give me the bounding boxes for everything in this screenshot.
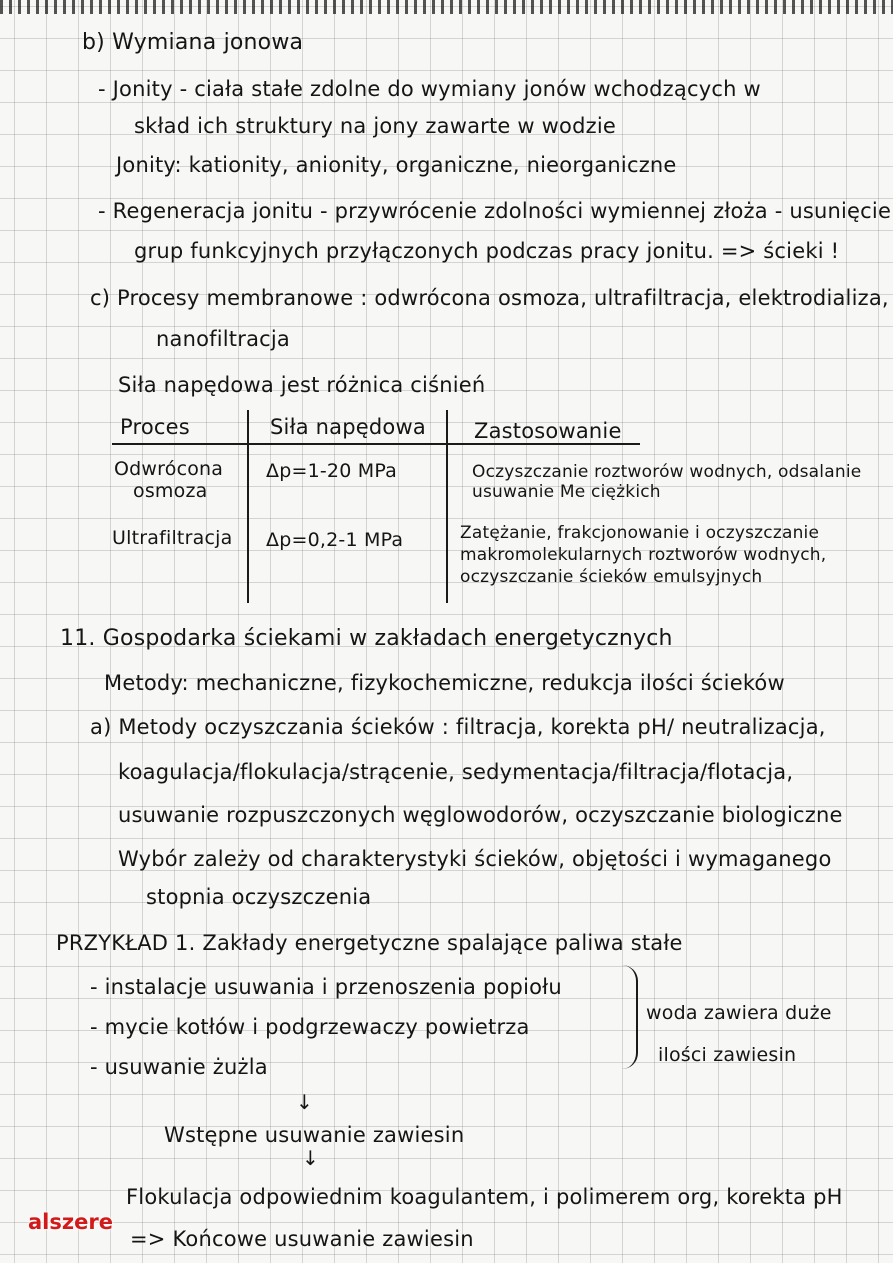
table-cell: usuwanie Me ciężkich [472,482,661,502]
table-cell: Zatężanie, frakcjonowanie i oczyszczanie [460,523,820,543]
table-cell: Ultrafiltracja [112,527,233,549]
text-line: Metody: mechaniczne, fizykochemiczne, redukcja ilości ścieków [104,671,785,695]
heading-membrane-processes: c) Procesy membranowe : odwrócona osmoza, ultrafiltracja, elektrodializa, [90,286,889,310]
heading-wastewater-management: 11. Gospodarka ściekami w zakładach energetycznych [60,626,673,651]
down-arrow-icon: ↓ [302,1146,319,1170]
table-cell: Δp=0,2-1 MPa [266,529,404,551]
down-arrow-icon: ↓ [296,1090,313,1114]
table-cell: oczyszczanie ścieków emulsyjnych [460,567,763,587]
table-header-process: Proces [120,415,190,439]
text-line: Jonity: kationity, anionity, organiczne, nieorganiczne [116,153,677,177]
table-header-force: Siła napędowa [270,415,426,439]
text-line: grup funkcyjnych przyłączonych podczas pracy jonitu. => ścieki ! [134,239,840,263]
text-line: nanofiltracja [156,327,290,351]
watermark: alszere [28,1210,113,1234]
text-line: stopnia oczyszczenia [146,885,372,909]
text-line: Siła napędowa jest różnica ciśnień [118,373,486,397]
text-line: - Jonity - ciała stałe zdolne do wymiany jonów wchodzących w [98,77,761,101]
list-item: - usuwanie żużla [90,1055,268,1079]
text-line: Flokulacja odpowiednim koagulantem, i polimerem org, korekta pH [126,1185,843,1209]
table-column-divider [446,410,448,603]
brace-note: ilości zawiesin [658,1044,797,1066]
brace-note: woda zawiera duże [646,1002,832,1024]
heading-ion-exchange: b) Wymiana jonowa [82,30,304,55]
table-header-rule [112,443,640,445]
table-column-divider [247,410,249,603]
table-cell: Odwrócona [114,458,224,480]
text-line: Wstępne usuwanie zawiesin [164,1123,465,1147]
text-line: a) Metody oczyszczania ścieków : filtracja, korekta pH/ neutralizacja, [90,715,826,739]
table-header-use: Zastosowanie [474,419,622,443]
text-line: - Regeneracja jonitu - przywrócenie zdolności wymiennej złoża - usunięcie [98,199,892,223]
table-cell: Δp=1-20 MPa [266,460,397,482]
text-line: => Końcowe usuwanie zawiesin [130,1227,474,1251]
text-line: usuwanie rozpuszczonych węglowodorów, oczyszczanie biologiczne [118,803,843,827]
text-line: skład ich struktury na jony zawarte w wodzie [134,114,616,138]
table-cell: osmoza [133,480,208,502]
table-cell: makromolekularnych roztworów wodnych, [460,545,827,565]
list-item: - instalacje usuwania i przenoszenia popiołu [90,975,562,999]
text-line: Wybór zależy od charakterystyki ścieków, objętości i wymaganego [118,847,832,871]
text-line: koagulacja/flokulacja/strącenie, sedymentacja/filtracja/flotacja, [118,760,794,784]
curly-brace [622,965,638,1069]
table-cell: Oczyszczanie roztworów wodnych, odsalanie [472,462,862,482]
spiral-edge [0,0,893,14]
heading-example-1: PRZYKŁAD 1. Zakłady energetyczne spalające paliwa stałe [56,931,683,955]
list-item: - mycie kotłów i podgrzewaczy powietrza [90,1015,530,1039]
